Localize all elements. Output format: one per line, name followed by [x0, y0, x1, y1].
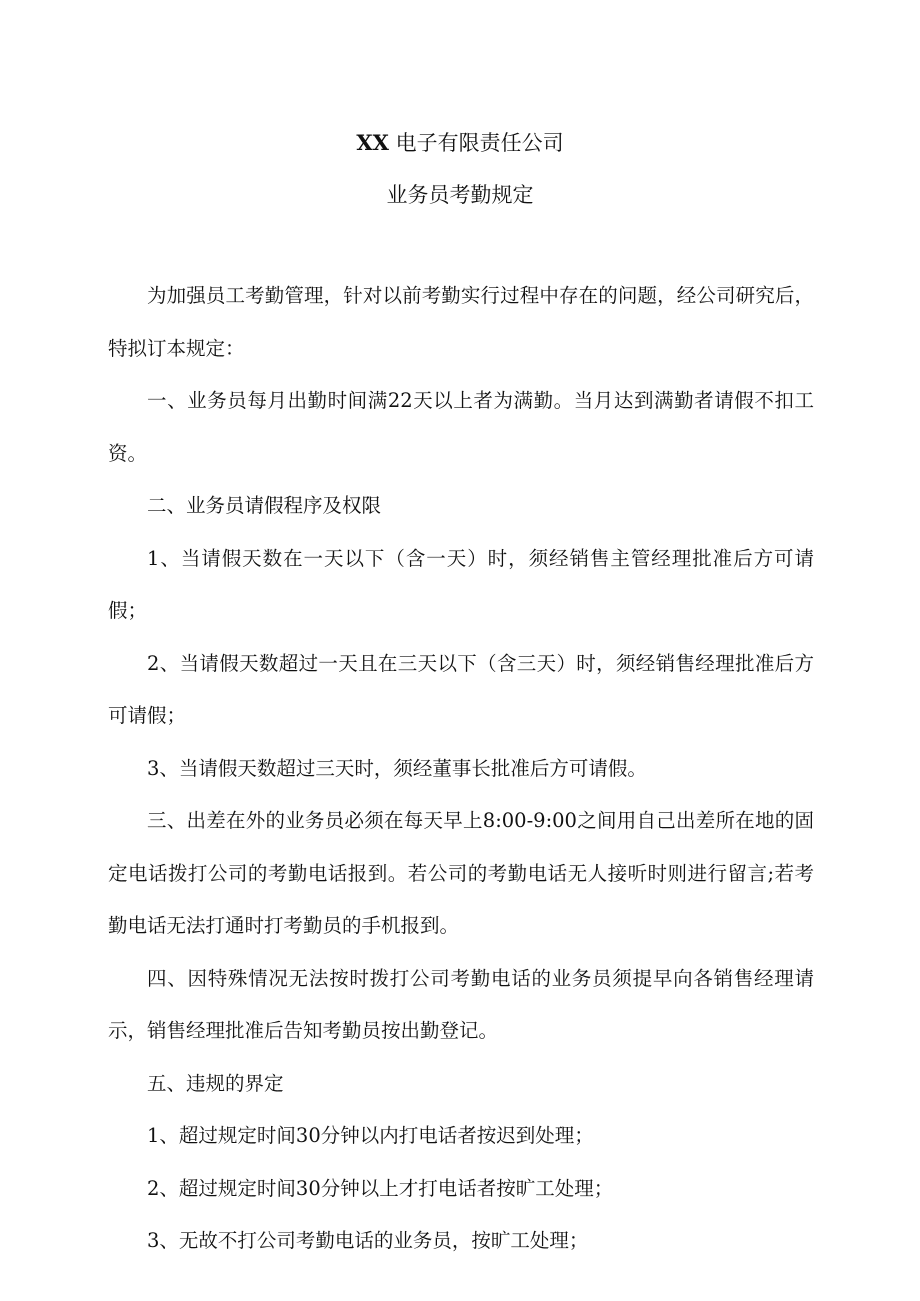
company-name: 电子有限责任公司	[395, 131, 564, 155]
paragraph-intro: 为加强员工考勤管理，针对以前考勤实行过程中存在的问题，经公司研究后，特拟订本规定：	[108, 284, 814, 360]
paragraph-section-2-item-1: 1、当请假天数在一天以下（含一天）时，须经销售主管经理批准后方可请假；	[108, 546, 814, 622]
paragraph-section-2-item-3: 3、当请假天数超过三天时，须经董事长批准后方可请假。	[147, 756, 647, 780]
paragraph-section-2-heading: 二、业务员请假程序及权限	[147, 494, 382, 517]
paragraph-section-5-item-2: 2、超过规定时间30分钟以上才打电话者按旷工处理；	[147, 1176, 614, 1200]
paragraph-section-5-heading: 五、违规的界定	[147, 1071, 284, 1095]
document-subtitle: 业务员考勤规定	[386, 183, 534, 207]
document-title	[0, 128, 920, 158]
paragraph-section-3: 三、出差在外的业务员必须在每天早上8:00-9:00之间用自己出差所在地的固定电话拨打公司的考勤电话报到。若公司的考勤电话无人接听时则进行留言;若考勤电话无法打通时打考勤员的手机报到。	[108, 809, 814, 937]
paragraph-section-4: 四、因特殊情况无法按时拨打公司考勤电话的业务员须提早向各销售经理请示，销售经理批准后告知考勤员按出勤登记。	[108, 966, 814, 1042]
company-prefix: XX	[356, 130, 389, 155]
document-body	[108, 270, 814, 1268]
paragraph-section-5-item-3: 3、无故不打公司考勤电话的业务员，按旷工处理；	[147, 1229, 589, 1252]
paragraph-section-5-item-1: 1、超过规定时间30分钟以内打电话者按迟到处理；	[147, 1124, 594, 1147]
paragraph-section-1: 一、业务员每月出勤时间满22天以上者为满勤。当月达到满勤者请假不扣工资。	[108, 389, 814, 465]
paragraph-section-2-item-2: 2、当请假天数超过一天且在三天以下（含三天）时，须经销售经理批准后方可请假；	[108, 651, 814, 727]
